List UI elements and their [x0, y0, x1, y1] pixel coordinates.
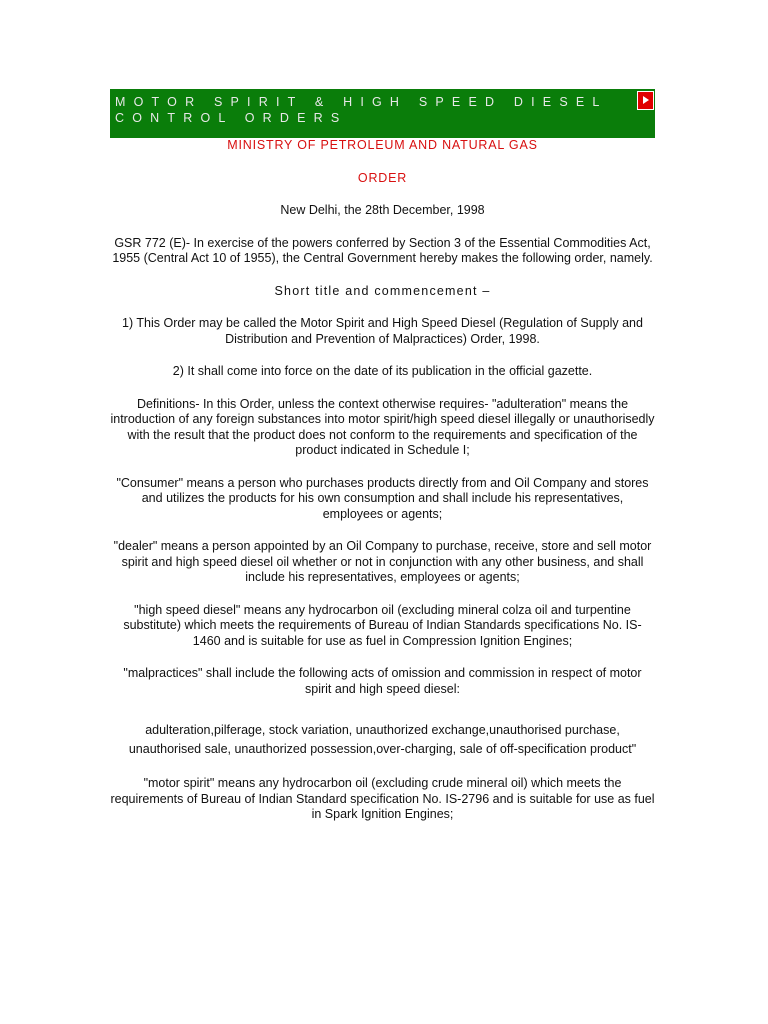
definition-consumer: "Consumer" means a person who purchases products directly from and Oil Company and stores and utilizes the products for his own consumption and shall include his representatives, employees or agents; — [116, 475, 649, 521]
definition-dealer: "dealer" means a person appointed by an Oil Company to purchase, receive, store and sell motor spirit and high speed diesel oil whether or not in conjunction with any other business, and shall include his representatives, employees or agents; — [113, 539, 652, 584]
next-arrow-icon[interactable] — [637, 91, 654, 110]
banner-title: MOTOR SPIRIT & HIGH SPEED DIESEL CONTROL ORDERS — [115, 95, 608, 125]
preamble: GSR 772 (E)- In exercise of the powers conferred by Section 3 of the Essential Commodities Act, 1955 (Central Act 10 of 1955), the Central Government hereby makes the following order, namely. — [112, 235, 653, 265]
malpractice-list: adulteration,pilferage, stock variation, unauthorized exchange,unauthorised purchase, unauthorised sale, unauthorized possession,over-charging, sale of off-specification product" — [128, 723, 637, 756]
short-title-heading: Short title and commencement – — [274, 283, 491, 298]
document-body — [110, 138, 655, 823]
definition-malpractices: "malpractices" shall include the following acts of omission and commission in respect of motor spirit and high speed diesel: — [123, 666, 642, 696]
definition-high-speed-diesel: "high speed diesel" means any hydrocarbon oil (excluding mineral colza oil and turpentine substitute) which meets the requirements of Bureau of Indian Standards specifications No. IS-1460 and is suitable for use as fuel in Compression Ignition Engines; — [123, 602, 642, 648]
definition-motor-spirit: "motor spirit" means any hydrocarbon oil (excluding crude mineral oil) which meets the requirements of Bureau of Indian Standard specification No. IS-2796 and is suitable for use as fuel in Spark Ignition Engines; — [110, 776, 655, 821]
definitions: Definitions- In this Order, unless the context otherwise requires- "adulteration" means the introduction of any foreign substances into motor spirit/high speed diesel illegally or unauthorisedly with the result that the product does not conform to the requirements and specification of the product indicated in Schedule I; — [110, 396, 655, 457]
clause-2: 2) It shall come into force on the date of its publication in the official gazette. — [172, 364, 593, 378]
title-banner — [110, 89, 655, 138]
clause-1: 1) This Order may be called the Motor Spirit and High Speed Diesel (Regulation of Supply and Distribution and Prevention of Malpractices) Order, 1998. — [122, 316, 643, 346]
ministry-heading: MINISTRY OF PETROLEUM AND NATURAL GAS — [227, 138, 538, 152]
order-heading: ORDER — [357, 170, 408, 185]
place-date: New Delhi, the 28th December, 1998 — [280, 203, 485, 217]
